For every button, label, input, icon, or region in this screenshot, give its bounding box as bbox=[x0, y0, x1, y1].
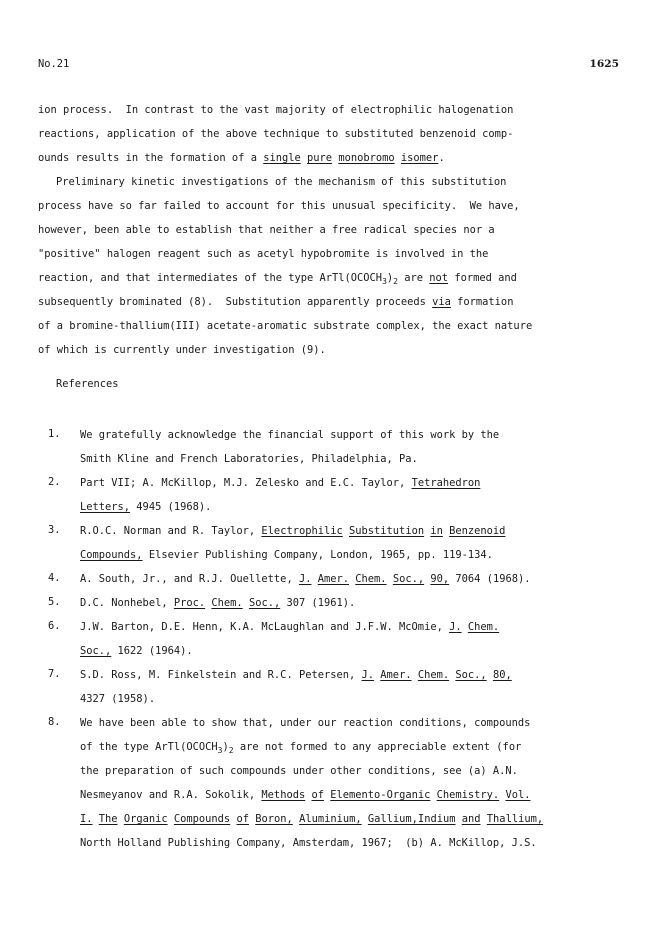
book-title: Chemistry. bbox=[436, 789, 500, 801]
book-title: Vol. bbox=[505, 789, 531, 801]
body-line bbox=[38, 271, 517, 289]
reference-line: North Holland Publishing Company, Amsterdam, 1967; (b) A. McKillop, J.S. bbox=[80, 837, 537, 849]
journal-title: Amer. bbox=[380, 669, 412, 681]
book-title: Organic bbox=[123, 813, 168, 825]
volume: 90, bbox=[430, 573, 450, 585]
emphasis: single bbox=[263, 152, 301, 164]
book-title: The bbox=[98, 813, 118, 825]
text-run: formation bbox=[450, 296, 514, 308]
book-title: I. bbox=[80, 813, 93, 825]
page-number: 1625 bbox=[589, 58, 619, 70]
book-title: Gallium,Indium bbox=[367, 813, 456, 825]
body-line: Preliminary kinetic investigations of the mechanism of this substitution bbox=[56, 176, 507, 188]
text-run: 4945 (1968). bbox=[130, 501, 212, 513]
text-run: Part VII; A. McKillop, M.J. Zelesko and E.C. Taylor, bbox=[80, 477, 412, 489]
reference-number: 2. bbox=[48, 476, 61, 488]
book-title: Thallium, bbox=[486, 813, 544, 825]
reference-line: 4327 (1958). bbox=[80, 693, 156, 705]
reference-line bbox=[80, 668, 512, 682]
reference-line bbox=[80, 596, 355, 610]
journal-title: Soc., bbox=[248, 597, 281, 609]
book-title: Benzenoid bbox=[449, 525, 506, 537]
journal-title: J. bbox=[361, 669, 375, 681]
journal-title: Chem. bbox=[417, 669, 450, 681]
reference-line bbox=[80, 812, 543, 826]
reference-line: We gratefully acknowledge the financial support of this work by the bbox=[80, 429, 500, 441]
text-run: 1622 (1964). bbox=[111, 645, 193, 657]
journal-title: Chem. bbox=[467, 621, 500, 633]
text-run: ) bbox=[222, 741, 229, 753]
book-title: Electrophilic bbox=[261, 525, 343, 537]
reference-line bbox=[80, 500, 211, 514]
book-title: Methods bbox=[261, 789, 306, 801]
text-run: D.C. Nonhebel, bbox=[80, 597, 174, 609]
text-run: 307 (1961). bbox=[280, 597, 356, 609]
book-title: Aluminium, bbox=[299, 813, 362, 825]
body-line: of a bromine-thallium(III) acetate-aromatic substrate complex, the exact nature bbox=[38, 320, 533, 332]
body-line: process have so far failed to account for this unusual specificity. We have, bbox=[38, 200, 520, 212]
body-line: of which is currently under investigation (9). bbox=[38, 344, 326, 356]
emphasis: pure bbox=[307, 152, 333, 164]
book-title: Substitution bbox=[349, 525, 425, 537]
text-run: are not formed to any appreciable extent (for bbox=[233, 741, 522, 753]
journal-title: J. bbox=[449, 621, 462, 633]
journal-title: Chem. bbox=[355, 573, 387, 585]
subscript: 2 bbox=[228, 746, 234, 755]
book-title: Compounds, bbox=[80, 549, 143, 561]
reference-number: 7. bbox=[48, 668, 61, 680]
reference-line: Smith Kline and French Laboratories, Philadelphia, Pa. bbox=[80, 453, 418, 465]
journal-title: Amer. bbox=[317, 573, 350, 585]
reference-line bbox=[80, 476, 480, 490]
journal-title: J. bbox=[298, 573, 312, 585]
emphasis: monobromo bbox=[338, 152, 395, 164]
text-run: ounds results in the formation of a bbox=[38, 152, 264, 164]
text-run: subsequently brominated (8). Substitution apparently proceeds bbox=[38, 296, 433, 308]
text-run: Nesmeyanov and R.A. Sokolik, bbox=[80, 789, 262, 801]
book-title: in bbox=[430, 525, 443, 537]
reference-line bbox=[80, 572, 530, 586]
reference-line bbox=[80, 644, 193, 658]
body-line: ounds results in the formation of a single pure monobromo isomer. bbox=[38, 152, 445, 164]
text-run: R.O.C. Norman and R. Taylor, bbox=[80, 525, 262, 537]
book-title: Elemento-Organic bbox=[330, 789, 431, 801]
reference-line bbox=[80, 548, 493, 562]
body-line: reactions, application of the above technique to substituted benzenoid comp- bbox=[38, 128, 514, 140]
body-line: "positive" halogen reagent such as acetyl hypobromite is involved in the bbox=[38, 248, 489, 260]
reference-line bbox=[80, 740, 521, 758]
book-title: Boron, bbox=[255, 813, 293, 825]
subscript: 3 bbox=[382, 277, 387, 286]
reference-line bbox=[80, 620, 499, 634]
reference-line: the preparation of such compounds under other conditions, see (a) A.N. bbox=[80, 765, 518, 777]
subscript: 2 bbox=[393, 277, 398, 286]
book-title: of bbox=[236, 813, 249, 825]
volume: 80, bbox=[492, 669, 512, 681]
text-run: of the type ArTl(OCOCH bbox=[80, 741, 218, 753]
text-run: ) bbox=[386, 272, 394, 284]
journal-title: Tetrahedron bbox=[411, 477, 481, 489]
text-run: Elsevier Publishing Company, London, 1965, pp. 119-134. bbox=[142, 549, 493, 561]
reference-line: We have been able to show that, under our reaction conditions, compounds bbox=[80, 717, 531, 729]
journal-title: Letters, bbox=[80, 501, 131, 513]
body-line: however, been able to establish that neither a free radical species nor a bbox=[38, 224, 495, 236]
text-run: A. South, Jr., and R.J. Ouellette, bbox=[80, 573, 299, 585]
journal-title: Chem. bbox=[211, 597, 243, 609]
text-run: formed and bbox=[448, 272, 517, 284]
body-line bbox=[38, 295, 513, 309]
journal-title: Proc. bbox=[173, 597, 206, 609]
reference-number: 4. bbox=[48, 572, 61, 584]
book-title: and bbox=[461, 813, 481, 825]
reference-number: 8. bbox=[48, 716, 61, 728]
emphasis: isomer bbox=[400, 152, 439, 164]
text-run: J.W. Barton, D.E. Henn, K.A. McLaughlan and J.F.W. McOmie, bbox=[80, 621, 450, 633]
text-run: are bbox=[398, 272, 430, 284]
reference-line bbox=[80, 524, 505, 538]
book-title: of bbox=[311, 789, 324, 801]
emphasis: not bbox=[429, 272, 449, 284]
subscript: 3 bbox=[217, 746, 223, 755]
reference-line bbox=[80, 788, 530, 802]
reference-number: 6. bbox=[48, 620, 61, 632]
text-run: reaction, and that intermediates of the type ArTl(OCOCH bbox=[38, 272, 383, 284]
body-line: ion process. In contrast to the vast majority of electrophilic halogenation bbox=[38, 104, 514, 116]
journal-title: Soc., bbox=[455, 669, 487, 681]
reference-number: 5. bbox=[48, 596, 61, 608]
journal-title: Soc., bbox=[392, 573, 425, 585]
text-run: S.D. Ross, M. Finkelstein and R.C. Petersen, bbox=[80, 669, 362, 681]
reference-number: 1. bbox=[48, 428, 61, 440]
journal-title: Soc., bbox=[80, 645, 112, 657]
references-heading: References bbox=[56, 378, 119, 390]
reference-number: 3. bbox=[48, 524, 61, 536]
journal-issue-number: No.21 bbox=[38, 58, 70, 70]
text-run: 7064 (1968). bbox=[449, 573, 531, 585]
emphasis: via bbox=[432, 296, 451, 308]
book-title: Compounds bbox=[173, 813, 231, 825]
